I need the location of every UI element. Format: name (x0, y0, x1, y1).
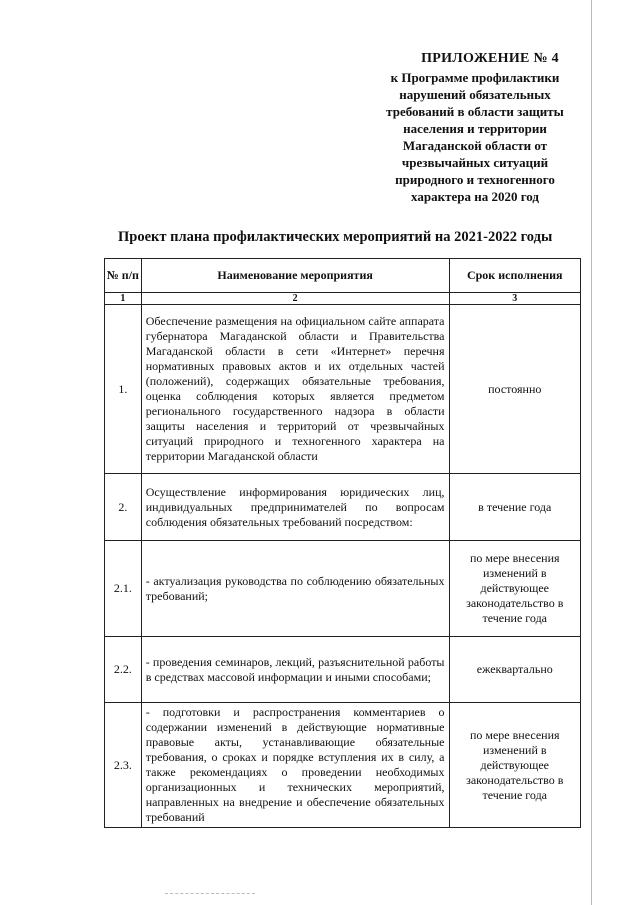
appendix-line: характера на 2020 год (411, 189, 539, 204)
table-row (105, 305, 581, 474)
appendix-line: нарушений обязательных (399, 87, 551, 102)
row-term: ежеквартально (449, 637, 581, 703)
row-activity: Обеспечение размещения на официальном сайте аппарата губернатора Магаданской области и Правительства Магаданской области в сети «Интернет» перечня нормативных правовых актов и их отдельных частей (положений), содержащих обязательные требования, оценка соблюдения которых является предметом регионального государственного надзора в области защиты населения и территорий от чрезвычайных ситуаций природного и техногенного характера на территории Магаданской области (141, 305, 449, 474)
header-term: Срок исполнения (449, 259, 581, 293)
header-name: Наименование мероприятия (141, 259, 449, 293)
row-term: постоянно (449, 305, 581, 474)
row-term: в течение года (449, 474, 581, 541)
row-number: 2.1. (105, 541, 142, 637)
plan-table (104, 258, 581, 828)
table-row (105, 474, 581, 541)
table-row (105, 541, 581, 637)
row-term: по мере внесения изменений в действующее законодательство в течение года (449, 541, 581, 637)
column-number: 2 (141, 293, 449, 305)
appendix-subtitle (360, 69, 590, 205)
table-row (105, 703, 581, 828)
appendix-line: природного и техногенного (395, 172, 555, 187)
appendix-line: Магаданской области от (402, 138, 548, 153)
appendix-header (360, 50, 590, 205)
row-activity: - актуализация руководства по соблюдению обязательных требований; (141, 541, 449, 637)
row-activity: - подготовки и распространения комментариев о содержании изменений в действующие нормативные правовые акты, устанавливающие обязательные требования, о сроках и порядке вступления их в силу, а также рекомендациях о проведении необходимых организационных и технических мероприятий, направленных на внедрение и обеспечение обязательных требований (141, 703, 449, 828)
header-num: № п/п (105, 259, 142, 293)
row-activity: - проведения семинаров, лекций, разъяснительной работы в средствах массовой информации и иными способами; (141, 637, 449, 703)
row-number: 2. (105, 474, 142, 541)
column-number: 3 (449, 293, 581, 305)
row-number: 1. (105, 305, 142, 474)
scan-artifact-line (165, 893, 255, 895)
table-row (105, 637, 581, 703)
column-number: 1 (105, 293, 142, 305)
row-activity: Осуществление информирования юридических лиц, индивидуальных предпринимателей по вопросам соблюдения обязательных требований посредством: (141, 474, 449, 541)
plan-title: Проект плана профилактических мероприятий на 2021-2022 годы (118, 229, 553, 245)
appendix-line: к Программе профилактики (390, 70, 560, 85)
row-term: по мере внесения изменений в действующее законодательство в течение года (449, 703, 581, 828)
appendix-line: требований в области защиты (386, 104, 564, 119)
table-header-row (105, 259, 581, 293)
row-number: 2.2. (105, 637, 142, 703)
row-number: 2.3. (105, 703, 142, 828)
column-number-row (105, 293, 581, 305)
scan-edge-line (591, 0, 592, 905)
appendix-line: чрезвычайных ситуаций (401, 155, 549, 170)
appendix-title: ПРИЛОЖЕНИЕ № 4 (421, 51, 559, 66)
appendix-line: населения и территории (403, 121, 547, 136)
